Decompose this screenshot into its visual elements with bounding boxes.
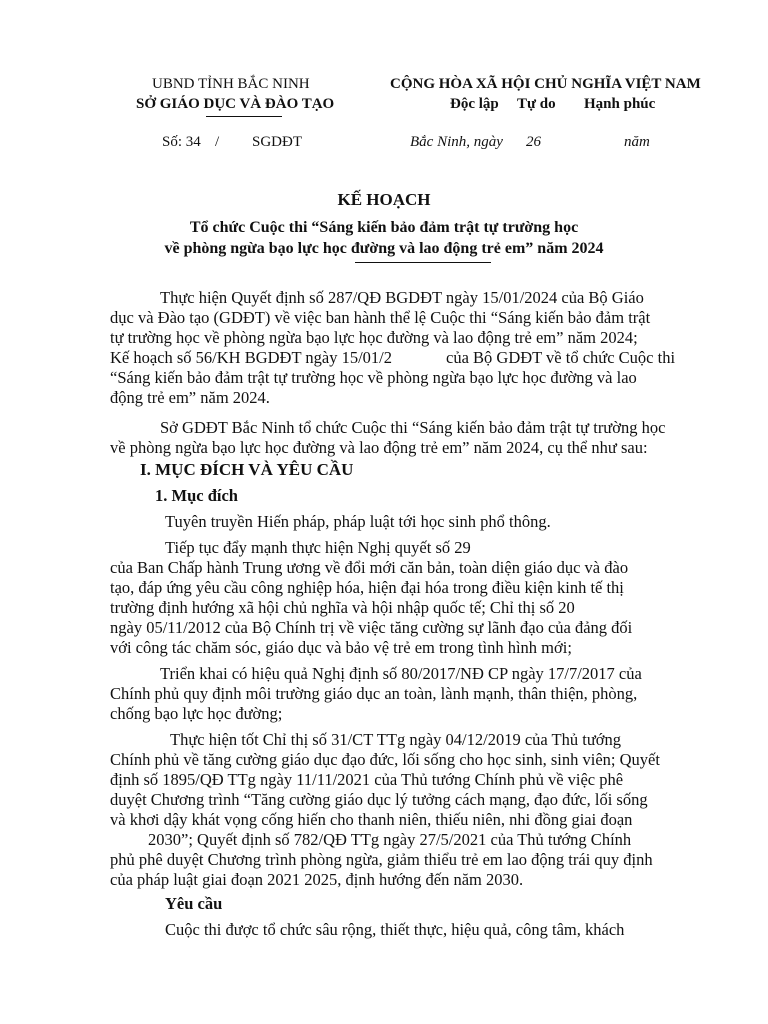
p2-line2: về phòng ngừa bạo lực học đường và lao động trẻ em” năm 2024, cụ thể như sau: (110, 438, 648, 457)
p6-line3: định số 1895/QĐ TTg ngày 11/11/2021 của Thủ tướng Chính phủ về việc phê (110, 770, 624, 789)
p7: Cuộc thi được tổ chức sâu rộng, thiết thực, hiệu quả, công tâm, khách (165, 920, 625, 939)
document-number: Số: 34 (162, 134, 201, 150)
p1-line4b: của Bộ GDĐT về tổ chức Cuộc thi (446, 348, 676, 367)
document-subtitle-line2: về phòng ngừa bạo lực học đường và lao động trẻ em” năm 2024 (164, 240, 604, 257)
subsection-heading-1: 1. Mục đích (155, 486, 238, 505)
p6-line4: duyệt Chương trình “Tăng cường giáo dục lý tưởng cách mạng, đạo đức, lối sống (110, 790, 648, 809)
p6-line1: Thực hiện tốt Chỉ thị số 31/CT TTg ngày 04/12/2019 của Thủ tướng (170, 730, 622, 749)
p4-line5: ngày 05/11/2012 của Bộ Chính trị về việc tăng cường sự lãnh đạo của đảng đối (110, 618, 633, 637)
p1-line6: động trẻ em” năm 2024. (110, 388, 270, 407)
p5-line3: chống bạo lực học đường; (110, 704, 283, 723)
motto-1: Độc lập (450, 96, 499, 112)
motto-2: Tự do (517, 96, 556, 112)
p4-line2: của Ban Chấp hành Trung ương về đổi mới căn bản, toàn diện giáo dục và đào (110, 558, 629, 577)
date-day: 26 (526, 134, 541, 150)
p6-line7: phủ phê duyệt Chương trình phòng ngừa, giảm thiểu trẻ em lao động trái quy định (110, 850, 653, 869)
p4-line1: Tiếp tục đẩy mạnh thực hiện Nghị quyết số 29 (165, 538, 471, 557)
p3: Tuyên truyền Hiến pháp, pháp luật tới học sinh phổ thông. (165, 512, 551, 531)
department-name: SỞ GIÁO DỤC VÀ ĐÀO TẠO (136, 96, 335, 112)
p1-line2: dục và Đào tạo (GDĐT) về việc ban hành thể lệ Cuộc thi “Sáng kiến bảo đảm trật (110, 308, 651, 327)
p1-line4a: Kế hoạch số 56/KH BGDĐT ngày 15/01/2 (110, 348, 392, 367)
motto-3: Hạnh phúc (584, 96, 656, 112)
national-title: CỘNG HÒA XÃ HỘI CHỦ NGHĨA VIỆT NAM (390, 76, 701, 92)
p4-line4: trường định hướng xã hội chủ nghĩa và hội nhập quốc tế; Chỉ thị số 20 (110, 598, 575, 617)
title-underline (355, 262, 491, 263)
document-title: KẾ HOẠCH (337, 190, 431, 209)
date-year: năm (624, 134, 650, 150)
document-number-suffix: SGDĐT (252, 134, 303, 150)
subsection-heading-2: Yêu cầu (165, 894, 223, 913)
place-date: Bắc Ninh, ngày (410, 134, 503, 150)
p4-line6: với công tác chăm sóc, giáo dục và bảo vệ trẻ em trong tình hình mới; (110, 638, 572, 657)
section-heading-1: I. MỤC ĐÍCH VÀ YÊU CẦU (140, 460, 354, 479)
p6-line5: và khơi dậy khát vọng cống hiến cho thanh niên, thiếu niên, nhi đồng giai đoạn (110, 810, 633, 829)
p5-line2: Chính phủ quy định môi trường giáo dục an toàn, lành mạnh, thân thiện, phòng, (110, 684, 638, 703)
p5-line1: Triển khai có hiệu quả Nghị định số 80/2017/NĐ CP ngày 17/7/2017 của (160, 664, 642, 683)
p1-line1: Thực hiện Quyết định số 287/QĐ BGDĐT ngày 15/01/2024 của Bộ Giáo (160, 288, 644, 307)
p6-line6: 2030”; Quyết định số 782/QĐ TTg ngày 27/5/2021 của Thủ tướng Chính (148, 830, 632, 849)
p4-line3: tạo, đáp ứng yêu cầu công nghiệp hóa, hiện đại hóa trong điều kiện kinh tế thị (110, 578, 624, 597)
p6-line2: Chính phủ về tăng cường giáo dục đạo đức, lối sống cho học sinh, sinh viên; Quyết (110, 750, 660, 769)
department-underline (206, 116, 282, 117)
agency-name: UBND TỈNH BẮC NINH (152, 76, 310, 92)
document-subtitle-line1: Tổ chức Cuộc thi “Sáng kiến bảo đảm trật tự trường học (189, 219, 579, 236)
p1-line5: “Sáng kiến bảo đảm trật tự trường học về phòng ngừa bạo lực học đường và lao (110, 368, 637, 387)
p2-line1: Sở GDĐT Bắc Ninh tổ chức Cuộc thi “Sáng kiến bảo đảm trật tự trường học (160, 418, 666, 437)
document-number-slash: / (215, 134, 220, 150)
p6-line8: của pháp luật giai đoạn 2021 2025, định hướng đến năm 2030. (110, 870, 524, 889)
p1-line3: tự trường học về phòng ngừa bạo lực học đường và lao động trẻ em” năm 2024; (110, 328, 638, 347)
